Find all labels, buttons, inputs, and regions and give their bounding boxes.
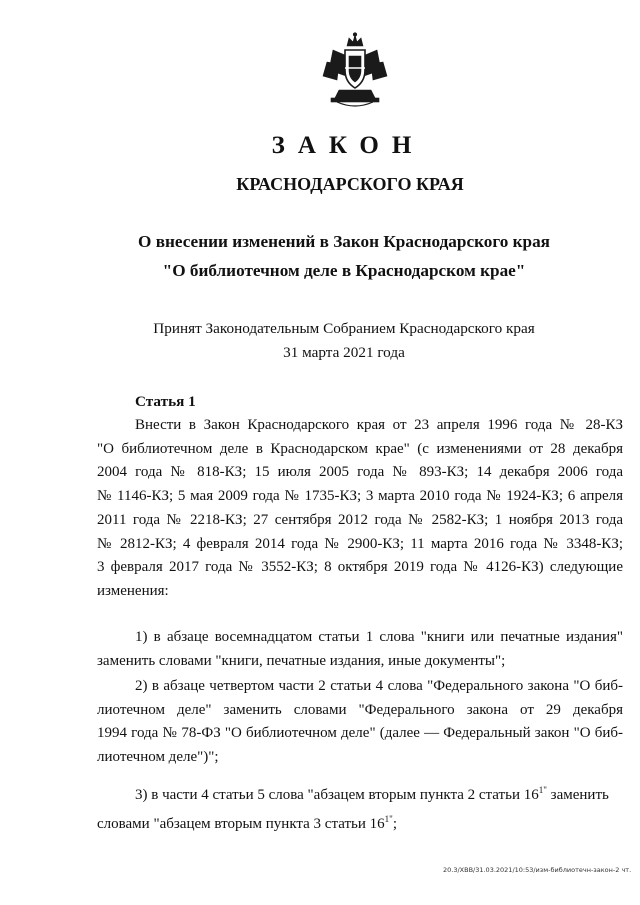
text-line: заменить словами "книги, печатные издания, иные документы"; <box>97 652 506 669</box>
article-intro-paragraph <box>97 414 623 604</box>
article-item-3 <box>97 779 623 836</box>
text-line: 1994 года № 78-ФЗ "О библиотечном деле" (далее — Федеральный закон "О биб- <box>97 725 623 742</box>
text-line: № 2812-КЗ; 4 февраля 2014 года № 2900-КЗ; 11 марта 2016 года № 3348-КЗ; <box>97 535 623 552</box>
article-item-1 <box>97 626 623 673</box>
text-line: 2) в абзаце четвертом части 2 статьи 4 слова "Федерального закона "О биб- <box>135 678 623 694</box>
text-line: 3 февраля 2017 года № 3552-КЗ; 8 октября 2019 года № 4126-КЗ) следующие <box>97 559 623 576</box>
law-title-region: КРАСНОДАРСКОГО КРАЯ <box>236 174 464 194</box>
text-line: изменения: <box>97 582 169 599</box>
text-line <box>97 779 623 808</box>
text-fragment: 3) в части 4 статьи 5 слова "абзацем вторым пункта 2 статьи 16 <box>135 787 539 803</box>
text-line: Внести в Закон Краснодарского края от 23 апреля 1996 года № 28-КЗ <box>135 417 623 433</box>
text-line: 2011 года № 2218-КЗ; 27 сентября 2012 года № 2582-КЗ; 1 ноября 2013 года <box>97 511 623 528</box>
article-item-2 <box>97 675 623 770</box>
law-title-word: ЗАКОН <box>271 132 425 159</box>
text-fragment: словами "абзацем вторым пункта 3 статьи 16 <box>97 815 385 832</box>
adoption-line-1: Принят Законодательным Собранием Краснодарского края <box>153 320 535 337</box>
text-fragment: заменить <box>546 787 609 803</box>
text-line: 2004 года № 818-КЗ; 15 июля 2005 года № 893-КЗ; 14 декабря 2006 года <box>97 464 623 481</box>
superscript: 1" <box>538 785 547 795</box>
text-line <box>97 808 623 837</box>
text-line: № 1146-КЗ; 5 мая 2009 года № 1735-КЗ; 3 марта 2010 года № 1924-КЗ; 6 апреля <box>97 488 623 505</box>
law-name-line-1: О внесении изменений в Закон Краснодарского края <box>138 232 550 251</box>
text-fragment: ; <box>392 815 398 832</box>
adoption-date: 31 марта 2021 года <box>283 344 405 361</box>
text-line: "О библиотечном деле в Краснодарском крае" (с изменениями от 28 декабря <box>97 440 623 457</box>
krasnodar-coat-of-arms-icon <box>313 32 397 108</box>
article-heading: Статья 1 <box>135 393 196 410</box>
text-line: лиотечном деле" заменить словами "Федерального закона от 29 декабря <box>97 701 623 718</box>
text-line: 1) в абзаце восемнадцатом статьи 1 слова "книги или печатные издания" <box>135 629 623 645</box>
law-name-line-2: "О библиотечном деле в Краснодарском крае" <box>162 261 526 280</box>
document-registry-code: 20.3/ХВВ/31.03.2021/10:53/изм-библиотечн-закон-2 чт. <box>443 866 632 874</box>
text-line: лиотечном деле")"; <box>97 749 219 766</box>
superscript: 1" <box>384 813 393 824</box>
